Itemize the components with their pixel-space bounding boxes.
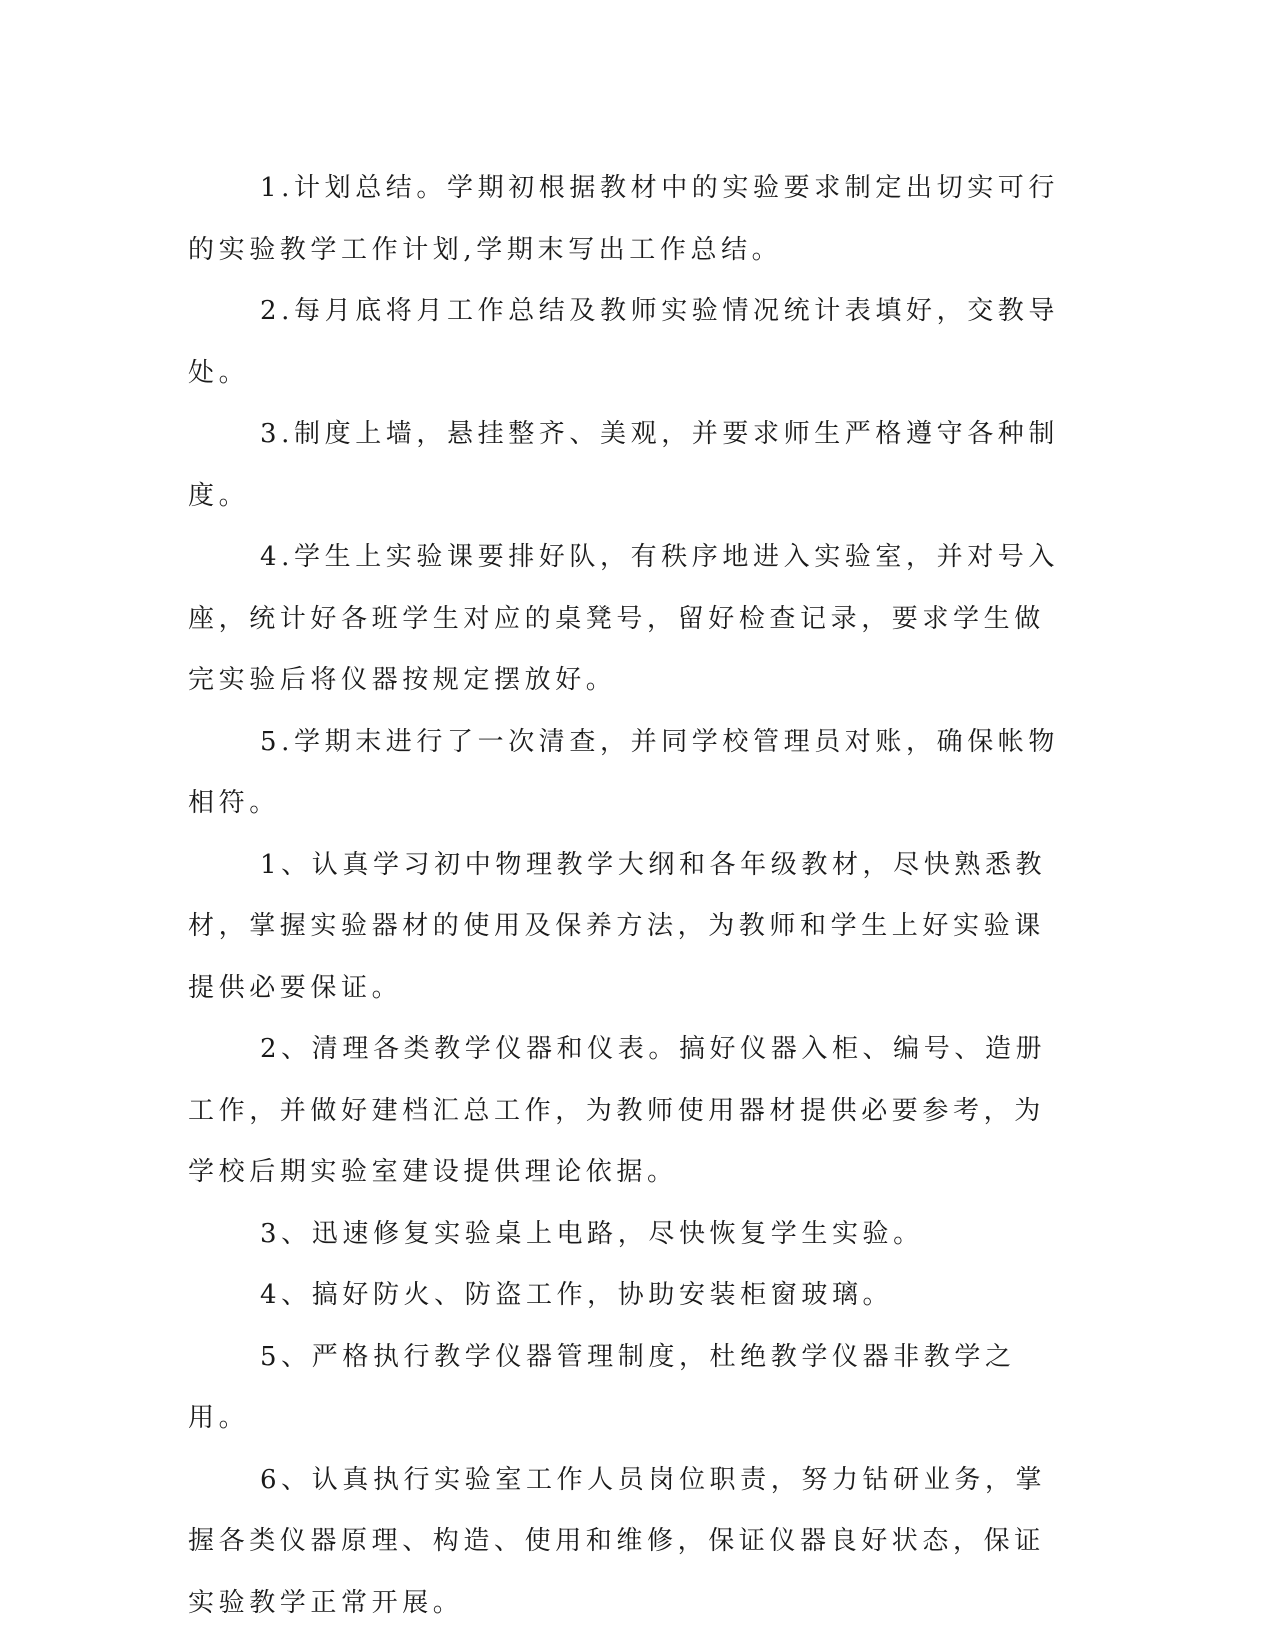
paragraph-study-syllabus: 1、认真学习初中物理教学大纲和各年级教材，尽快熟悉教材，掌握实验器材的使用及保养方法，为教师和学生上好实验课提供必要保证。 [188, 849, 1047, 1003]
paragraph-management-rules: 5、严格执行教学仪器管理制度，杜绝教学仪器非教学之用。 [188, 1341, 1016, 1433]
paragraph-rules-on-wall: 3.制度上墙，悬挂整齐、美观，并要求师生严格遵守各种制度。 [188, 419, 1060, 511]
paragraph-repair-circuits: 3、迅速修复实验桌上电路，尽快恢复学生实验。 [260, 1218, 924, 1249]
paragraph-plan-summary: 1.计划总结。学期初根据教材中的实验要求制定出切实可行的实验教学工作计划,学期末写出工作总结。 [188, 173, 1060, 265]
document-body [188, 158, 1068, 1634]
paragraph-student-order: 4.学生上实验课要排好队，有秩序地进入实验室，并对号入座，统计好各班学生对应的桌凳号，留好检查记录，要求学生做完实验后将仪器按规定摆放好。 [188, 542, 1060, 695]
paragraph-job-duties: 6、认真执行实验室工作人员岗位职责，努力钻研业务，掌握各类仪器原理、构造、使用和维修，保证仪器良好状态，保证实验教学正常开展。 [188, 1464, 1047, 1618]
paragraph-sort-instruments: 2、清理各类教学仪器和仪表。搞好仪器入柜、编号、造册工作，并做好建档汇总工作，为教师使用器材提供必要参考，为学校后期实验室建设提供理论依据。 [188, 1034, 1047, 1187]
paragraph-term-inventory: 5.学期末进行了一次清查，并同学校管理员对账，确保帐物相符。 [188, 726, 1060, 818]
paragraph-fire-theft-prevention: 4、搞好防火、防盗工作，协助安装柜窗玻璃。 [260, 1280, 894, 1310]
paragraph-monthly-report: 2.每月底将月工作总结及教师实验情况统计表填好，交教导处。 [188, 296, 1060, 388]
